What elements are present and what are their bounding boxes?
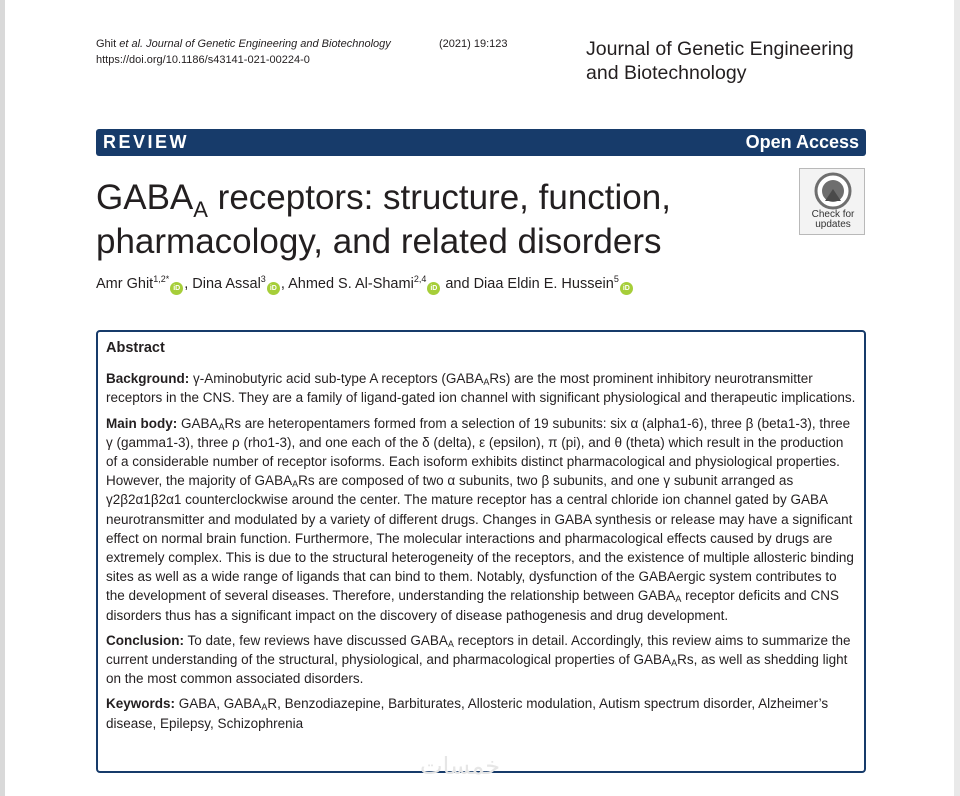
author-affiliation: 2,4 xyxy=(413,274,427,284)
author-list xyxy=(96,274,634,295)
running-head-authors: Ghit xyxy=(96,38,120,50)
author-separator: , xyxy=(184,276,193,292)
left-edge-strip xyxy=(0,0,5,796)
author-name[interactable]: Dina Assal xyxy=(192,276,261,292)
orcid-icon[interactable]: iD xyxy=(170,282,183,295)
journal-title: Journal of Genetic Engineering and Biotechnology xyxy=(586,38,854,84)
orcid-icon[interactable]: iD xyxy=(620,282,633,295)
article-title xyxy=(96,176,746,264)
background-label: Background: xyxy=(106,371,190,387)
abstract-background: Background: γ-Aminobutyric acid sub-type A receptors $(GABA_ARs)$ are the most prominent inhibitory neurotransmitter receptors in the CNS. They are a family of ligand-gated ion channel with significant physiological and therapeutic implications. xyxy=(106,371,856,406)
article-type-label: REVIEW xyxy=(103,132,190,152)
article-type-banner xyxy=(96,129,866,156)
running-head-journal: Journal of Genetic Engineering and Biotechnology xyxy=(146,38,391,50)
running-head-year-volume: (2021) 19:123 xyxy=(439,38,508,50)
abstract-conclusion: Conclusion: To date, few reviews have discussed $GABA_A$ receptors in detail. Accordingly, this review aims to summarize the current understanding of the structural, physiological, and pharmacological properties of $GABA_ARs$, as well as shedding light on the most common associated disorders. xyxy=(106,632,851,687)
title-gaba: GABA xyxy=(96,178,194,217)
orcid-icon[interactable]: iD xyxy=(427,282,440,295)
abstract-main-body: Main body: $GABA_ARs$ are heteropentamers formed from a selection of 19 subunits: six α (alpha1-6), three β (beta1-3), three γ (gamma1-3), three ρ (rho1-3), and one each of the δ (delta), ε (epsilon), π (pi), and θ (theta) which result in the production of a considerable number of receptor isoforms. Each isoform exhibits distinct pharmacological and physiological properties. However, the majority of $GABA_ARs$ are composed of two α subunits, two β subunits, and one γ subunit arranged as γ2β2α1β2α1 counterclockwise around the center. The mature receptor has a central chloride ion channel gated by GABA neurotransmitter and modulated by a variety of different drugs. Changes in GABA synthesis or release may have a significant effect on normal brain function. Furthermore, The molecular interactions and pharmacological effects caused by drugs are extremely complex. This is due to the structural heterogeneity of the receptors, and the existence of multiple allosteric binding sites as well as a wide range of ligands that can bind to them. Notably, dysfunction of the GABAergic system contributes to the development of several diseases. Therefore, understanding the relationship between $GABA_A$ receptor deficits and CNS disorders thus has a significant impact on the discovery of disease pathogenesis and drug development. xyxy=(106,415,854,623)
check-for-updates-icon xyxy=(814,172,852,210)
keywords-label: Keywords: xyxy=(106,696,176,712)
abstract-heading: Abstract xyxy=(106,340,165,356)
running-head xyxy=(96,36,508,68)
author-name[interactable]: Ahmed S. Al-Shami xyxy=(288,276,414,292)
doi-link[interactable]: https://doi.org/10.1186/s43141-021-00224-0 xyxy=(96,54,310,66)
check-for-updates-badge[interactable] xyxy=(799,168,865,235)
main-body-label: Main body: xyxy=(106,415,178,431)
author-affiliation: 1,2* xyxy=(153,274,170,284)
right-scrollbar[interactable] xyxy=(954,0,960,796)
abstract-box xyxy=(96,330,866,773)
abstract-keywords: Keywords: GABA, $GABA_AR$, Benzodiazepine, Barbiturates, Allosteric modulation, Autism spectrum disorder, Alzheimer’s disease, Epilepsy, Schizophrenia xyxy=(106,696,829,731)
title-subscript: A xyxy=(193,197,208,222)
check-for-updates-label: Check for updates xyxy=(811,209,855,230)
open-access-label: Open Access xyxy=(745,132,859,152)
orcid-icon[interactable]: iD xyxy=(267,282,280,295)
author-name[interactable]: Diaa Eldin E. Hussein xyxy=(473,276,614,292)
conclusion-label: Conclusion: xyxy=(106,632,184,648)
author-separator: , xyxy=(280,276,289,292)
author-name[interactable]: Amr Ghit xyxy=(96,276,154,292)
watermark-logo: خمسات xyxy=(420,752,501,780)
title-rest: receptors: structure, function, pharmacology, and related disorders xyxy=(96,178,671,261)
author-affiliation: 5 xyxy=(613,274,619,284)
author-separator: and xyxy=(441,276,474,292)
running-head-et-al: et al. xyxy=(119,38,144,50)
author-affiliation: 3 xyxy=(260,274,266,284)
